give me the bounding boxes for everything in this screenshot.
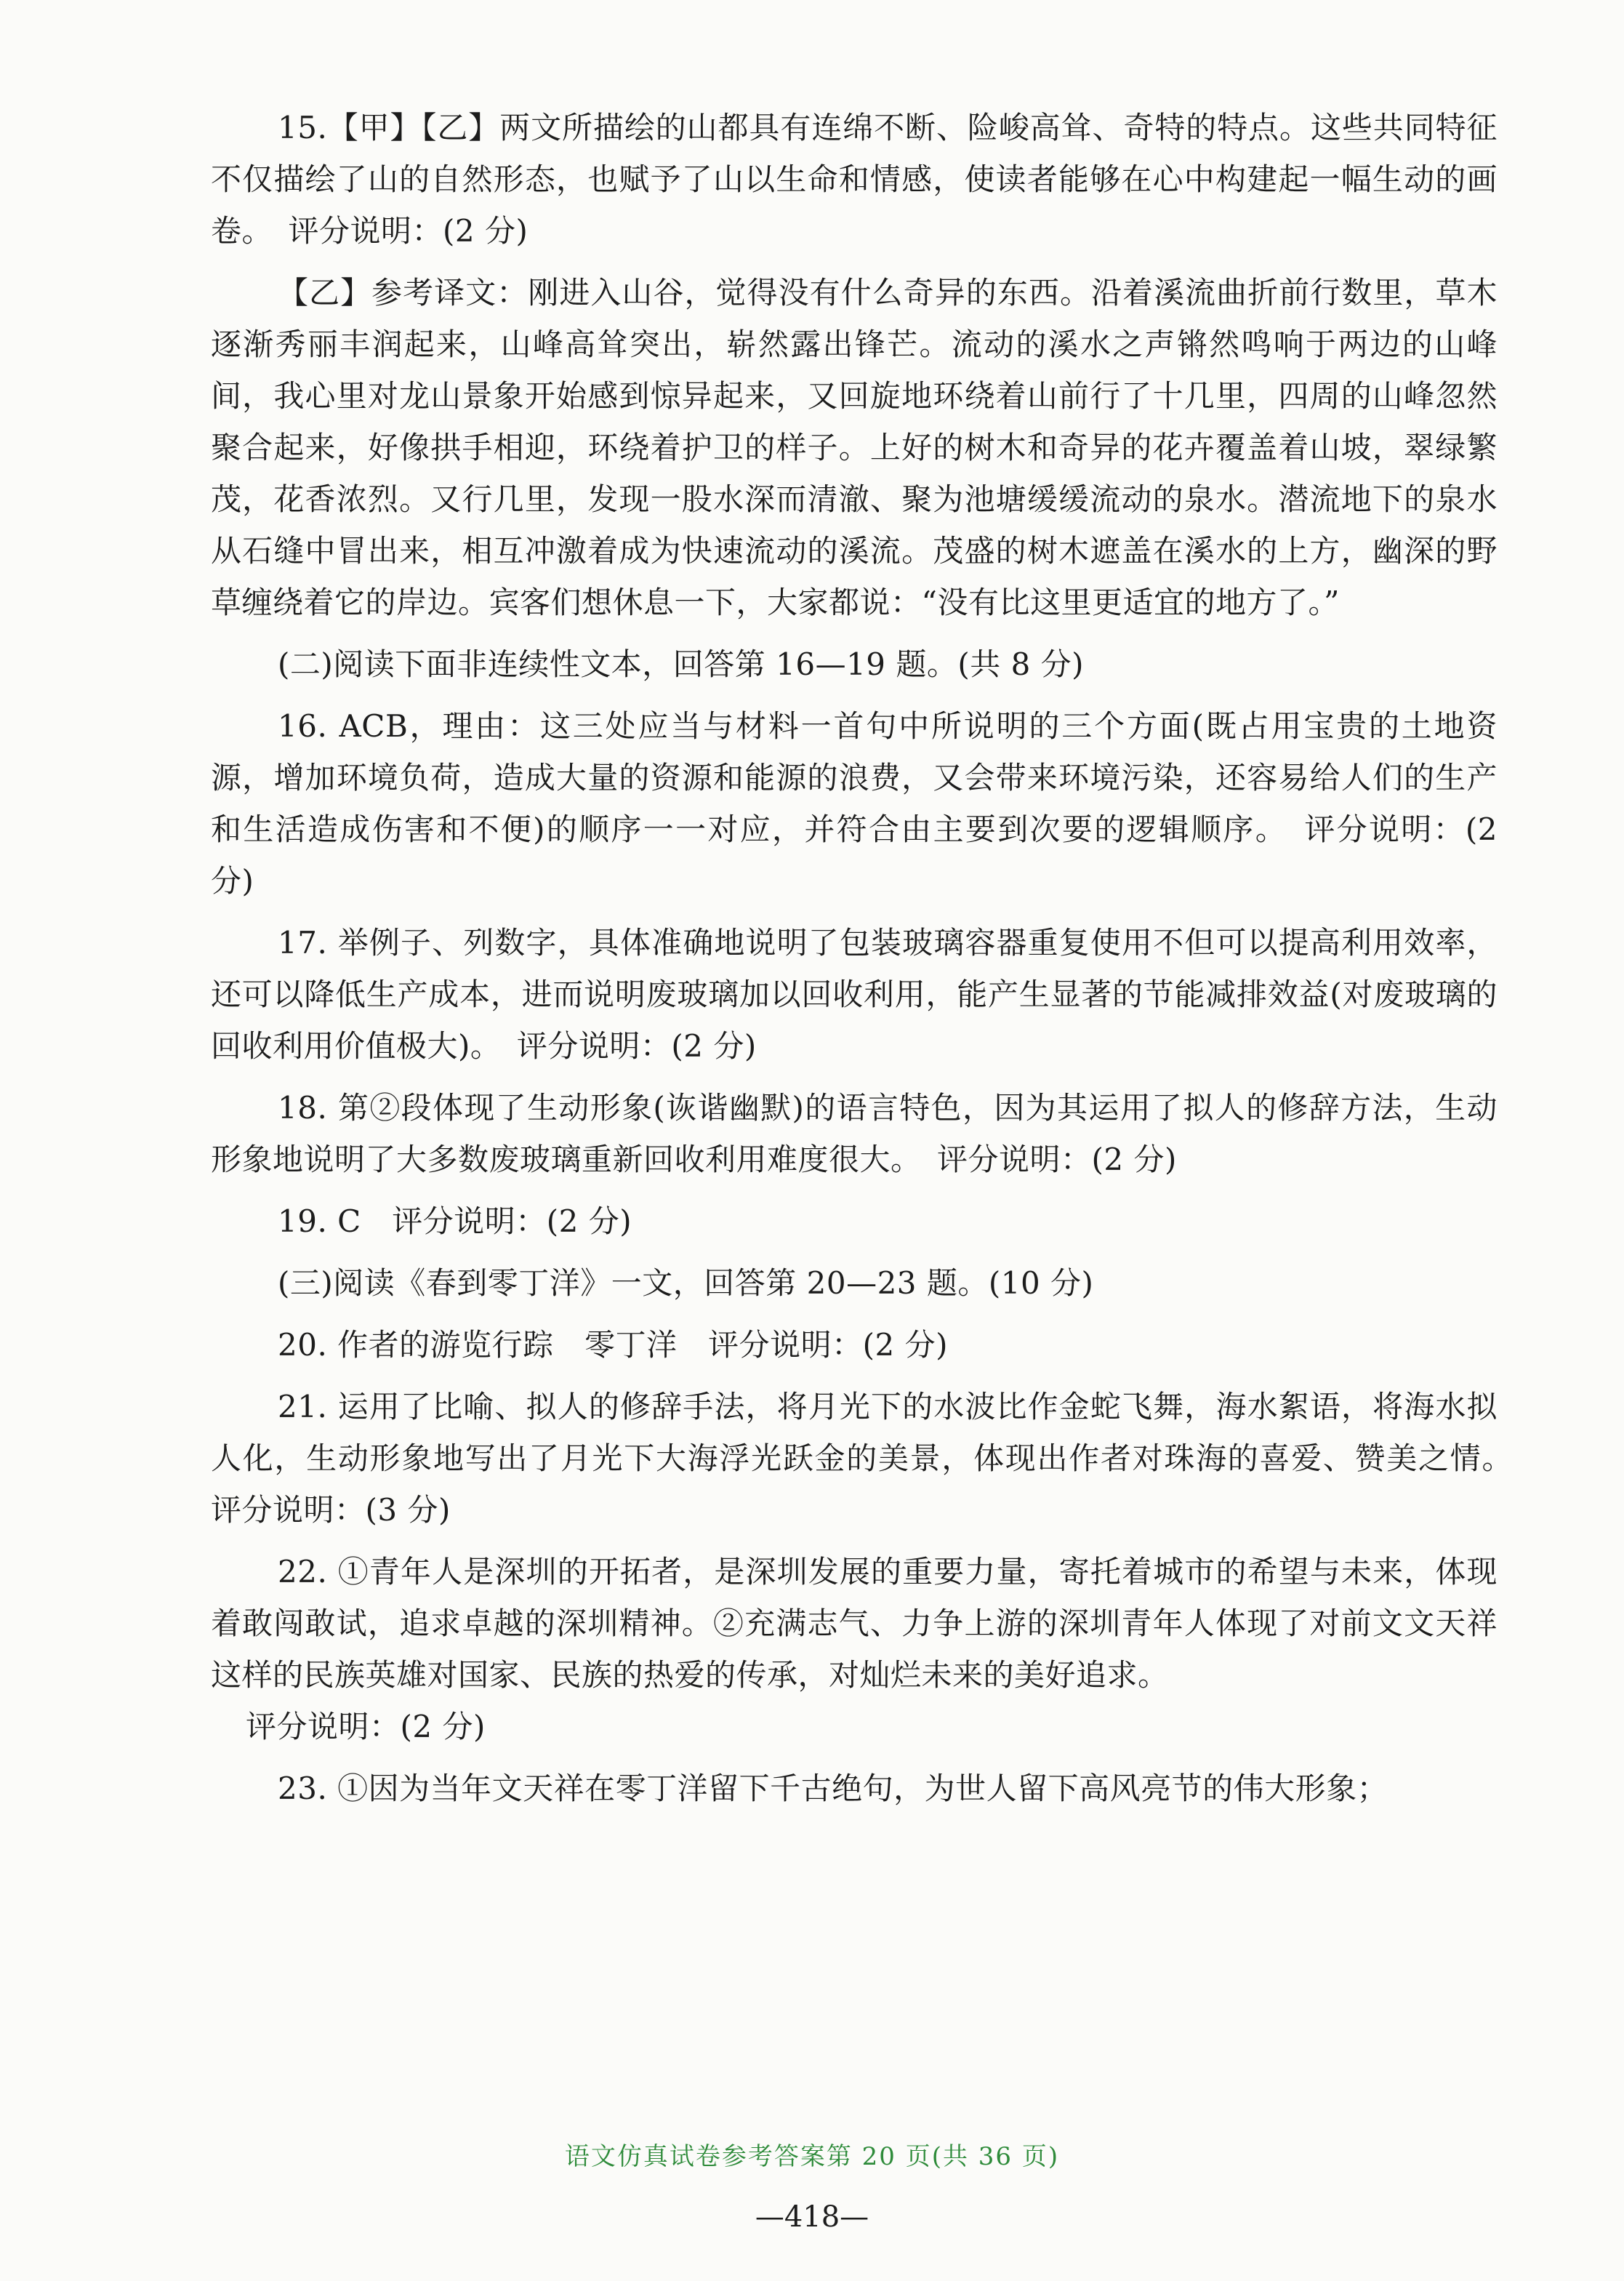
- answer-q15: 15.【甲】【乙】两文所描绘的山都具有连绵不断、险峻高耸、奇特的特点。这些共同特征不仅描绘了山的自然形态，也赋予了山以生命和情感，使读者能够在心中构建起一幅生动的画卷。 评分说明：(2 分): [211, 110, 1498, 249]
- translation-paragraph: 【乙】参考译文：刚进入山谷，觉得没有什么奇异的东西。沿着溪流曲折前行数里，草木逐渐秀丽丰润起来，山峰高耸突出，崭然露出锋芒。流动的溪水之声锵然鸣响于两边的山峰间，我心里对龙山景象开始感到惊异起来，又回旋地环绕着山前行了十几里，四周的山峰忽然聚合起来，好像拱手相迎，环绕着护卫的样子。上好的树木和奇异的花卉覆盖着山坡，翠绿繁茂，花香浓烈。又行几里，发现一股水深而清澈、聚为池塘缓缓流动的泉水。潜流地下的泉水从石缝中冒出来，相互冲激着成为快速流动的溪流。茂盛的树木遮盖在溪水的上方，幽深的野草缠绕着它的岸边。宾客们想休息一下，大家都说：“没有比这里更适宜的地方了。”: [211, 275, 1498, 620]
- section-heading-2: (二)阅读下面非连续性文本，回答第 16—19 题。(共 8 分): [278, 646, 1085, 682]
- answer-q22-score: 评分说明：(2 分): [246, 1709, 486, 1744]
- answer-q19: 19. C 评分说明：(2 分): [278, 1203, 632, 1239]
- answer-content: [211, 102, 1529, 1824]
- footer-title: 语文仿真试卷参考答案第 20 页(共 36 页): [564, 2142, 1060, 2171]
- answer-q16: 16. ACB，理由：这三处应当与材料一首句中所说明的三个方面(既占用宝贵的土地资源，增加环境负荷，造成大量的资源和能源的浪费，又会带来环境污染，还容易给人们的生产和生活造成伤害和不便)的顺序一一对应，并符合由主要到次要的逻辑顺序。 评分说明：(2 分): [211, 708, 1498, 899]
- page-number: —418—: [755, 2200, 869, 2234]
- answer-q21: 21. 运用了比喻、拟人的修辞手法，将月光下的水波比作金蛇飞舞，海水絮语，将海水拟人化，生动形象地写出了月光下大海浮光跃金的美景，体现出作者对珠海的喜爱、赞美之情。 评分说明：(3 分): [211, 1389, 1529, 1528]
- answer-q20: 20. 作者的游览行踪 零丁洋 评分说明：(2 分): [278, 1327, 948, 1363]
- answer-q17: 17. 举例子、列数字，具体准确地说明了包装玻璃容器重复使用不但可以提高利用效率，还可以降低生产成本，进而说明废玻璃加以回收利用，能产生显著的节能减排效益(对废玻璃的回收利用价值极大)。 评分说明：(2 分): [211, 925, 1498, 1064]
- answer-q23: 23. ①因为当年文天祥在零丁洋留下千古绝句，为世人留下高风亮节的伟大形象；: [278, 1771, 1388, 1806]
- answer-q18: 18. 第②段体现了生动形象(诙谐幽默)的语言特色，因为其运用了拟人的修辞方法，生动形象地说明了大多数废玻璃重新回收利用难度很大。 评分说明：(2 分): [211, 1090, 1498, 1177]
- answer-q22: 22. ①青年人是深圳的开拓者，是深圳发展的重要力量，寄托着城市的希望与未来，体现着敢闯敢试，追求卓越的深圳精神。②充满志气、力争上游的深圳青年人体现了对前文文天祥这样的民族英雄对国家、民族的热爱的传承，对灿烂未来的美好追求。: [211, 1554, 1498, 1693]
- section-heading-3: (三)阅读《春到零丁洋》一文，回答第 20—23 题。(10 分): [278, 1265, 1094, 1301]
